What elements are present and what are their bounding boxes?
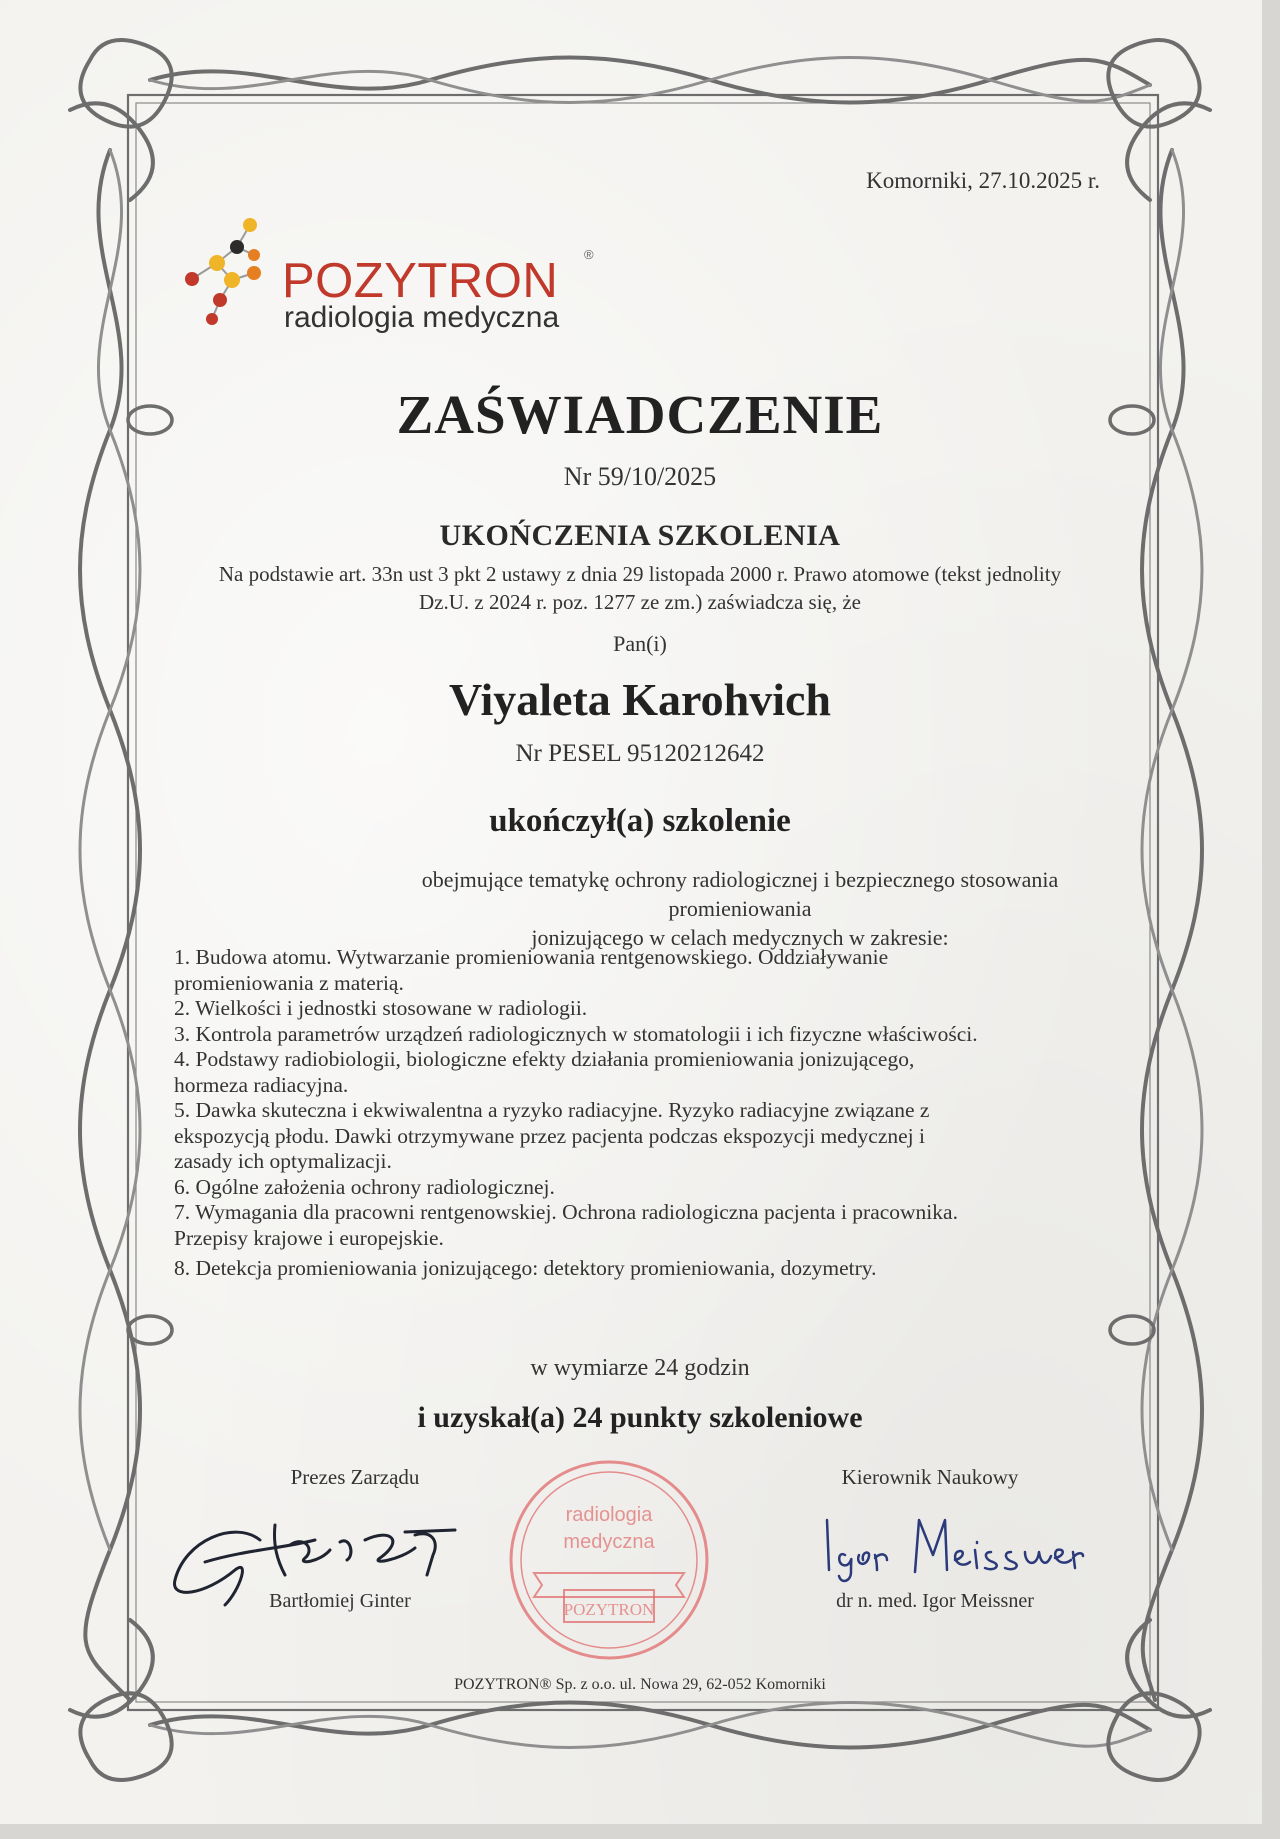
document-subtitle: UKOŃCZENIA SZKOLENIA xyxy=(439,519,841,552)
scope-line: jonizującego w celach medycznych w zakresie: xyxy=(531,925,949,950)
topic-line: hormeza radiacyjna. xyxy=(174,1072,349,1097)
topic-line: 4. Podstawy radiobiologii, biologiczne efekty działania promieniowania jonizującego, xyxy=(174,1047,915,1071)
topic-line: zasady ich optymalizacji. xyxy=(174,1149,392,1173)
topic-line: 7. Wymagania dla pracowni rentgenowskiej. Ochrona radiologiczna pacjenta i pracownika. xyxy=(174,1200,958,1224)
company-footer: POZYTRON® Sp. z o.o. ul. Nowa 29, 62-052 Komorniki xyxy=(454,1676,826,1693)
salutation: Pan(i) xyxy=(613,631,667,656)
topics-list xyxy=(174,945,1109,1282)
topic-line: Przepisy krajowe i europejskie. xyxy=(174,1225,444,1250)
registered-mark: ® xyxy=(584,247,594,262)
company-stamp xyxy=(504,1455,714,1665)
legal-basis xyxy=(160,560,1120,616)
topic-line: 6. Ogólne założenia ochrony radiologicznej. xyxy=(174,1174,555,1199)
training-hours: w wymiarze 24 godzin xyxy=(530,1355,750,1381)
certificate-number: Nr 59/10/2025 xyxy=(563,462,717,491)
molecule-icon xyxy=(182,215,282,325)
right-signatory-name: dr n. med. Igor Meissner xyxy=(836,1590,1034,1612)
topic-line: ekspozycją płodu. Dawki otrzymywane przez pacjenta podczas ekspozycji medycznej i xyxy=(174,1123,925,1148)
company-logo xyxy=(182,215,602,335)
issue-date: Komorniki, 27.10.2025 r. xyxy=(866,168,1100,193)
legal-basis-line: Na podstawie art. 33n ust 3 pkt 2 ustawy z dnia 29 listopada 2000 r. Prawo atomowe (tekst jednolity xyxy=(218,562,1062,586)
training-points: i uzyskał(a) 24 punkty szkoleniowe xyxy=(417,1401,863,1434)
scope-line: obejmujące tematykę ochrony radiologicznej i bezpiecznego stosowania promieniowania xyxy=(421,867,1059,921)
topic-line: 2. Wielkości i jednostki stosowane w radiologii. xyxy=(174,996,588,1020)
right-signatory-role: Kierownik Naukowy xyxy=(841,1465,1019,1489)
topic-line: promieniowania z materią. xyxy=(174,970,404,995)
topic-line: 5. Dawka skuteczna i ekwiwalentna a ryzyko radiacyjne. Ryzyko radiacyjne związane z xyxy=(174,1098,930,1122)
logo-subtitle: radiologia medyczna xyxy=(284,301,560,334)
logo-brand-text: POZYTRON xyxy=(282,254,559,308)
svg-text:POZYTRON: POZYTRON xyxy=(563,1600,655,1619)
svg-text:medyczna: medyczna xyxy=(563,1531,655,1553)
training-scope xyxy=(350,865,1130,952)
topic-line: 3. Kontrola parametrów urządzeń radiologicznych w stomatologii i ich fizyczne właściwości. xyxy=(174,1021,978,1046)
left-signatory-role: Prezes Zarządu xyxy=(290,1465,420,1489)
participant-pesel: Nr PESEL 95120212642 xyxy=(515,740,765,767)
topic-line: 8. Detekcja promieniowania jonizującego: detektory promieniowania, dozymetry. xyxy=(174,1256,877,1280)
document-title: ZAŚWIADCZENIE xyxy=(396,384,884,445)
topic-line: 1. Budowa atomu. Wytwarzanie promieniowania rentgenowskiego. Oddziaływanie xyxy=(174,945,889,969)
left-signatory-name: Bartłomiej Ginter xyxy=(269,1590,411,1612)
right-signature xyxy=(815,1510,1085,1590)
participant-name: Viyaleta Karohvich xyxy=(448,674,832,725)
svg-text:radiologia: radiologia xyxy=(565,1504,653,1526)
legal-basis-line: Dz.U. z 2024 r. poz. 1277 ze zm.) zaświadcza się, że xyxy=(419,590,861,614)
completed-statement: ukończył(a) szkolenie xyxy=(489,803,791,839)
